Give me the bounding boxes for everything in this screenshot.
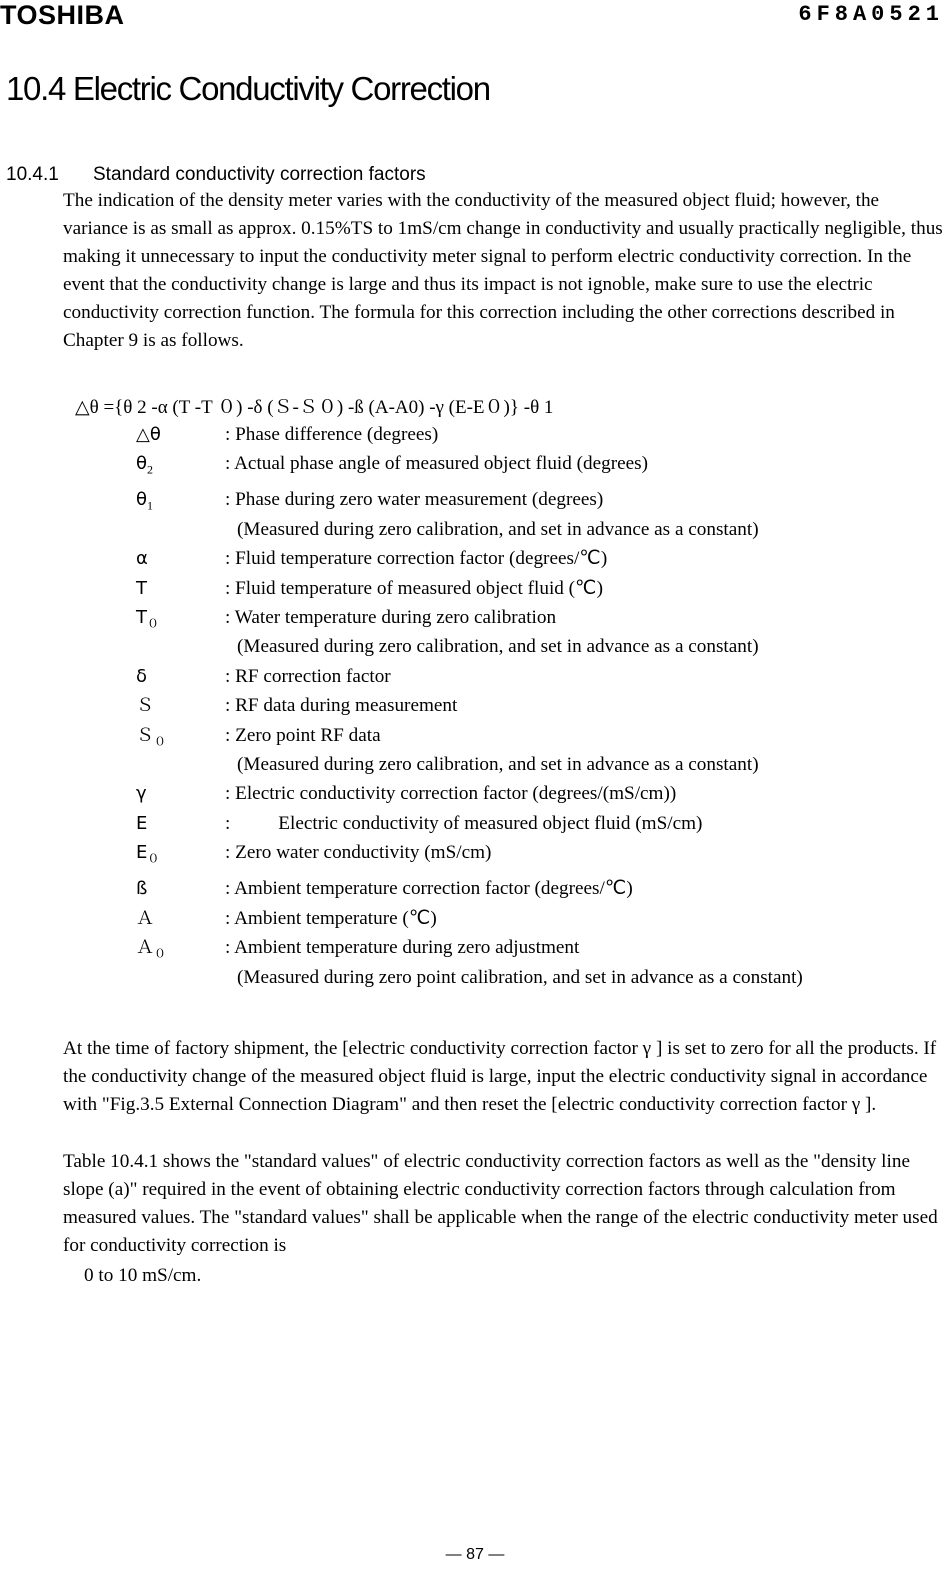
variable-description — [225, 874, 936, 903]
subsection-title: Standard conductivity correction factors — [93, 164, 426, 185]
variable-symbol — [136, 420, 225, 449]
variable-description — [225, 662, 936, 691]
description-text: : Ambient temperature (℃) — [225, 907, 437, 929]
variable-description — [225, 691, 936, 720]
symbol-subscript: ０ — [154, 734, 167, 749]
symbol-text: Ｓ — [136, 695, 154, 717]
description-text: : Zero point RF data — [225, 724, 381, 746]
toshiba-logo: TOSHIBA — [0, 0, 125, 30]
description-text: : Fluid temperature correction factor (degrees/℃) — [225, 548, 608, 570]
description-text: : Ambient temperature during zero adjustment — [225, 937, 580, 959]
description-text: : Ambient temperature correction factor (degrees/℃) — [225, 878, 633, 900]
description-continuation: (Measured during zero calibration, and set in advance as a constant) — [237, 636, 759, 658]
symbol-text: Ａ — [136, 937, 154, 959]
variable-symbol — [136, 809, 225, 838]
variable-row — [136, 420, 936, 449]
symbol-subscript: ０ — [147, 851, 160, 866]
symbol-text: ß — [136, 878, 148, 900]
symbol-text: E — [136, 842, 148, 864]
subsection-heading — [6, 164, 426, 186]
symbol-text: E — [136, 812, 148, 834]
variable-description — [225, 574, 936, 603]
symbol-text: △θ — [136, 424, 161, 445]
variable-symbol — [136, 691, 225, 720]
variable-row — [136, 449, 936, 485]
section-title: 10.4 Electric Conductivity Correction — [6, 70, 490, 107]
intro-paragraph: The indication of the density meter varies with the conductivity of the measured object fluid; however, the variance is as small as approx. 0.15%TS to 1mS/cm change in conductivity and usually practically negligible, thus making it unnecessary to input the conductivity meter signal to perform electric conductivity correction. In the event that the conductivity change is large and thus its impact is not ignoble, make sure to use the electric conductivity correction function. The formula for this correction including the other corrections described in Chapter 9 is as follows. — [63, 190, 943, 351]
description-continuation: (Measured during zero calibration, and set in advance as a constant) — [237, 754, 759, 776]
variable-symbol — [136, 544, 225, 573]
conductivity-range: 0 to 10 mS/cm. — [84, 1265, 202, 1286]
description-text: : Water temperature during zero calibration — [225, 607, 557, 629]
variable-description — [225, 544, 936, 573]
variable-row — [136, 544, 936, 573]
description-continuation: (Measured during zero point calibration, and set in advance as a constant) — [237, 966, 803, 988]
symbol-text: T — [136, 577, 147, 599]
correction-formula: △θ ={θ 2 -α (T -T ０) -δ (Ｓ-Ｓ０) -ß (A-A0) -γ (E-E０)} -θ 1 — [75, 397, 554, 418]
variable-symbol — [136, 874, 225, 903]
variable-row — [136, 603, 936, 662]
variable-row — [136, 904, 936, 933]
variable-row — [136, 933, 936, 992]
symbol-subscript: ０ — [154, 946, 167, 961]
variable-row — [136, 874, 936, 903]
variable-symbol — [136, 662, 225, 691]
variable-symbol — [136, 485, 225, 544]
symbol-text: Ｓ — [136, 724, 154, 746]
variable-row — [136, 485, 936, 544]
description-text: : Electric conductivity correction factor (degrees/(mS/cm)) — [225, 783, 677, 805]
page-number: ― 87 ― — [445, 1546, 505, 1563]
subsection-number: 10.4.1 — [6, 164, 59, 185]
description-text: : RF correction factor — [225, 665, 391, 687]
variable-row — [136, 574, 936, 603]
variable-row — [136, 809, 936, 838]
variable-row — [136, 662, 936, 691]
description-text: : Zero water conductivity (mS/cm) — [225, 842, 492, 864]
variable-description — [225, 420, 936, 449]
variable-row — [136, 691, 936, 720]
symbol-text: δ — [136, 665, 148, 687]
symbol-text: γ — [136, 783, 147, 805]
variable-symbol — [136, 721, 225, 780]
variable-symbol — [136, 574, 225, 603]
variable-description — [225, 904, 936, 933]
description-text: : Fluid temperature of measured object fluid (℃) — [225, 577, 603, 599]
variable-symbol — [136, 904, 225, 933]
symbol-text: θ — [136, 489, 148, 511]
description-text: : Phase during zero water measurement (degrees) — [225, 489, 604, 511]
variable-row — [136, 721, 936, 780]
symbol-text: θ — [136, 453, 148, 475]
description-text: : Phase difference (degrees) — [225, 424, 439, 445]
variable-description — [225, 809, 936, 838]
symbol-subscript: 1 — [147, 499, 154, 513]
description-continuation: (Measured during zero calibration, and set in advance as a constant) — [237, 518, 759, 540]
description-text: : Electric conductivity of measured object fluid (mS/cm) — [225, 812, 703, 834]
variable-description — [225, 779, 936, 808]
document-number: 6F8A0521 — [798, 2, 944, 27]
variable-description — [225, 485, 936, 544]
variable-row — [136, 838, 936, 874]
variable-description — [225, 933, 936, 992]
symbol-text: Ａ — [136, 907, 154, 929]
symbol-text: α — [136, 548, 148, 570]
variable-symbol — [136, 779, 225, 808]
factory-shipment-paragraph: At the time of factory shipment, the [electric conductivity correction factor γ ] is set to zero for all the products. If the conductivity change of the measured object fluid is large, input the electric conductivity signal in accordance with "Fig.3.5 External Connection Diagram" and then reset the [electric conductivity correction factor γ ]. — [63, 1038, 937, 1115]
variable-description — [225, 603, 936, 662]
symbol-subscript: 2 — [147, 463, 154, 477]
variable-symbol — [136, 603, 225, 662]
variable-row — [136, 779, 936, 808]
variable-symbol — [136, 449, 225, 485]
variable-description — [225, 721, 936, 780]
variable-symbol — [136, 933, 225, 992]
standard-values-paragraph: Table 10.4.1 shows the "standard values" of electric conductivity correction factors as well as the "density line slope (a)" required in the event of obtaining electric conductivity correction factors through calculation from measured values. The "standard values" shall be applicable when the range of the electric conductivity meter used for conductivity correction is — [63, 1151, 938, 1256]
description-text: : RF data during measurement — [225, 695, 458, 717]
variable-description — [225, 449, 936, 485]
variable-symbol — [136, 838, 225, 874]
variable-description — [225, 838, 936, 874]
symbol-text: T — [136, 607, 147, 629]
symbol-subscript: ０ — [147, 616, 160, 631]
variable-definitions — [136, 420, 936, 992]
description-text: : Actual phase angle of measured object fluid (degrees) — [225, 453, 649, 475]
